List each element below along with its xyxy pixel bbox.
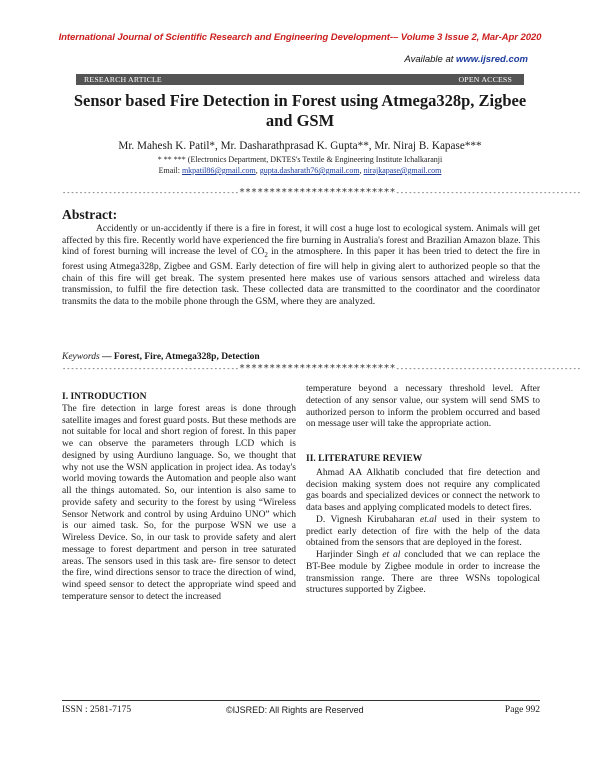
literature-paragraph: Ahmad AA Alkhatib concluded that fire detection and decision making system does not require any complicated gas boards and specialized devices or connect the network to data bases and applying complicated models to detect fires.: [306, 467, 540, 513]
author-list: Mr. Mahesh K. Patil*, Mr. Dasharathprasad K. Gupta**, Mr. Niraj B. Kapase***: [118, 140, 482, 152]
right-column: [306, 384, 540, 597]
keywords-label: Keywords: [62, 352, 100, 362]
footer-copyright: ©IJSRED: All Rights are Reserved: [226, 705, 364, 715]
abstract-body: Accidently or un-accidently if there is a fire in forest, it will cost a huge lost to ecological system. Animals will get affected by this fire. Recently world have experienced the fire burning in Australia's forest and Brazilian Amazon blaze. This kind of forest burning will increase the level of $CO_2$ in the atmosphere. In this paper it has been tried to detect the fire in forest using Atmega328p, Zigbee and GSM. Early detection of fire will help in giving alert to authorized people so that the chain of this fire will get break. The system presented here makes use of various sensors attached and wireless data transmission, to fulfil the fire detection task. These collected data are transmitted to the coordinator and the coordinator transmits the data to the mobile phone through the GSM, where they are analyzed.: [62, 224, 540, 308]
email-link[interactable]: mkpatil86@gmail.com: [181, 166, 256, 175]
left-column: [62, 392, 296, 604]
article-type-bar: [76, 74, 524, 85]
footer-divider: [62, 700, 540, 701]
introduction-body: The fire detection in large forest areas is done through satellite images and forest guard posts. But these methods are not suitable for local and short region of forest. In this paper we can observe the parameters through LCD which is designed by using Aurdiuno language. So, we thought that why not use the WSN application in project idea. As today's world moving towards the Automation and people also want all the things automated. So, our intention is also same to provide safety and security to the forest by using “Wireless Sensor Network and control by using Arduino UNO” which is our aimed task. So, for the purpose WSN we use a Wireless Device. So, in our task to provide safety and alert message to forest department and person in tree saturated areas. The sensors used in this task are- fire sensor to detect the fire, wind directions sensor to trace the direction of wind, wind speed sensor to detect the appropriate wind speed and temperature sensor to detect the increased: [62, 403, 296, 602]
literature-paragraph: Harjinder Singh et al concluded that we can replace the BT-Bee module by Zigbee module in order to increase the transmission range. There are three WSNs topological structures supported by Zigbee.: [306, 550, 540, 596]
journal-header: International Journal of Scientific Research and Engineering Development-– Volume 3 Issue 2, Mar-Apr 2020: [58, 32, 542, 43]
separator-top: ------------------------------------------**************************--------------------------------------------: [62, 187, 581, 198]
journal-website-link[interactable]: www.ijsred.com: [456, 54, 528, 65]
email-line: Email: mkpatil86@gmail.com, gupta.dasharath76@gmail.com, nirajkapase@gmail.com: [158, 166, 442, 175]
affiliation: * ** *** (Electronics Department, DKTES's Textile & Engineering Institute Ichalkaranji: [157, 155, 443, 164]
article-type: RESEARCH ARTICLE: [84, 75, 162, 84]
email-link[interactable]: nirajkapase@gmail.com: [363, 166, 442, 175]
separator-bottom: ------------------------------------------**************************--------------------------------------------: [62, 363, 581, 374]
keywords-text: — Forest, Fire, Atmega328p, Detection: [99, 352, 260, 362]
availability-line: [404, 54, 528, 65]
email-label: Email:: [158, 166, 180, 175]
literature-paragraph: D. Vignesh Kirubaharan et.al used in their system to predict early detection of fire with the help of the data obtained from the sensors that are deployed in the forest.: [306, 514, 540, 549]
email-link[interactable]: gupta.dasharath76@gmail.com: [259, 166, 360, 175]
page-number: Page 992: [504, 705, 540, 715]
paper-title: Sensor based Fire Detection in Forest using Atmega328p, Zigbee and GSM: [73, 91, 527, 130]
literature-review-heading: II. LITERATURE REVIEW: [306, 454, 423, 464]
open-access-label: OPEN ACCESS: [458, 75, 512, 84]
available-label: Available at: [404, 54, 454, 65]
introduction-continued: temperature beyond a necessary threshold level. After detection of any sensor value, our system will send SMS to authorized person to inform the problem occurred and based on message user will take the appropriate action.: [306, 384, 540, 430]
keywords-line: [62, 352, 260, 362]
abstract-heading: Abstract:: [62, 207, 118, 222]
introduction-heading: I. INTRODUCTION: [62, 392, 147, 402]
footer-issn: ISSN : 2581-7175: [62, 705, 132, 715]
